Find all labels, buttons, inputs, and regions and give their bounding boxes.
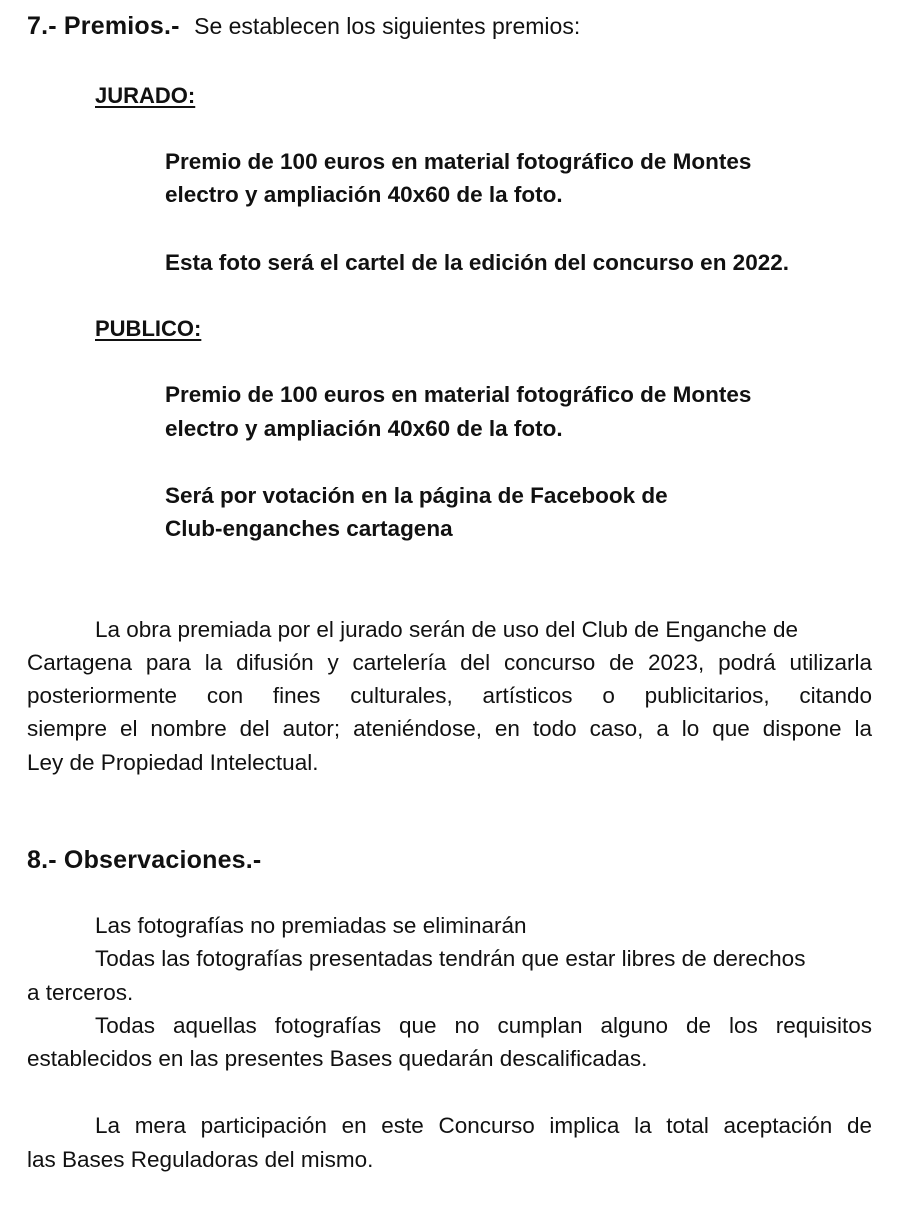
section-7-header bbox=[27, 12, 580, 41]
publico-note-line-1: Será por votación en la página de Facebook de bbox=[165, 483, 668, 508]
publico-heading: PUBLICO: bbox=[95, 316, 202, 341]
jurado-prize-line-1: Premio de 100 euros en material fotográfico de Montes bbox=[165, 149, 752, 174]
section-7-lead: Se establecen los siguientes premios: bbox=[194, 13, 581, 39]
publico-prize-line-1: Premio de 100 euros en material fotográfico de Montes bbox=[165, 382, 752, 407]
section-7-title: 7.- Premios.- bbox=[27, 12, 180, 40]
usage-paragraph-line-5: Ley de Propiedad Intelectual. bbox=[27, 750, 319, 775]
section-8-title: 8.- Observaciones.- bbox=[27, 846, 262, 874]
observation-line-4a: La mera participación en este Concurso implica la total aceptación de bbox=[95, 1113, 872, 1138]
observation-line-4b: las Bases Reguladoras del mismo. bbox=[27, 1147, 374, 1172]
observation-line-3b: establecidos en las presentes Bases quedarán descalificadas. bbox=[27, 1046, 648, 1071]
observation-line-3a: Todas aquellas fotografías que no cumplan alguno de los requisitos bbox=[95, 1013, 872, 1038]
publico-note-line-2: Club-enganches cartagena bbox=[165, 516, 453, 541]
jurado-note: Esta foto será el cartel de la edición del concurso en 2022. bbox=[165, 250, 789, 275]
usage-paragraph-line-1: La obra premiada por el jurado serán de uso del Club de Enganche de bbox=[95, 617, 798, 642]
usage-paragraph-line-3: posteriormente con fines culturales, artísticos o publicitarios, citando bbox=[27, 683, 872, 708]
observation-line-1: Las fotografías no premiadas se eliminarán bbox=[95, 913, 527, 938]
observation-line-2a: Todas las fotografías presentadas tendrán que estar libres de derechos bbox=[95, 946, 806, 971]
usage-paragraph-line-2: Cartagena para la difusión y cartelería del concurso de 2023, podrá utilizarla bbox=[27, 650, 872, 675]
observation-line-2b: a terceros. bbox=[27, 980, 134, 1005]
jurado-prize-line-2: electro y ampliación 40x60 de la foto. bbox=[165, 182, 563, 207]
jurado-heading: JURADO: bbox=[95, 83, 196, 108]
publico-prize-line-2: electro y ampliación 40x60 de la foto. bbox=[165, 416, 563, 441]
usage-paragraph-line-4: siempre el nombre del autor; ateniéndose, en todo caso, a lo que dispone la bbox=[27, 716, 872, 741]
